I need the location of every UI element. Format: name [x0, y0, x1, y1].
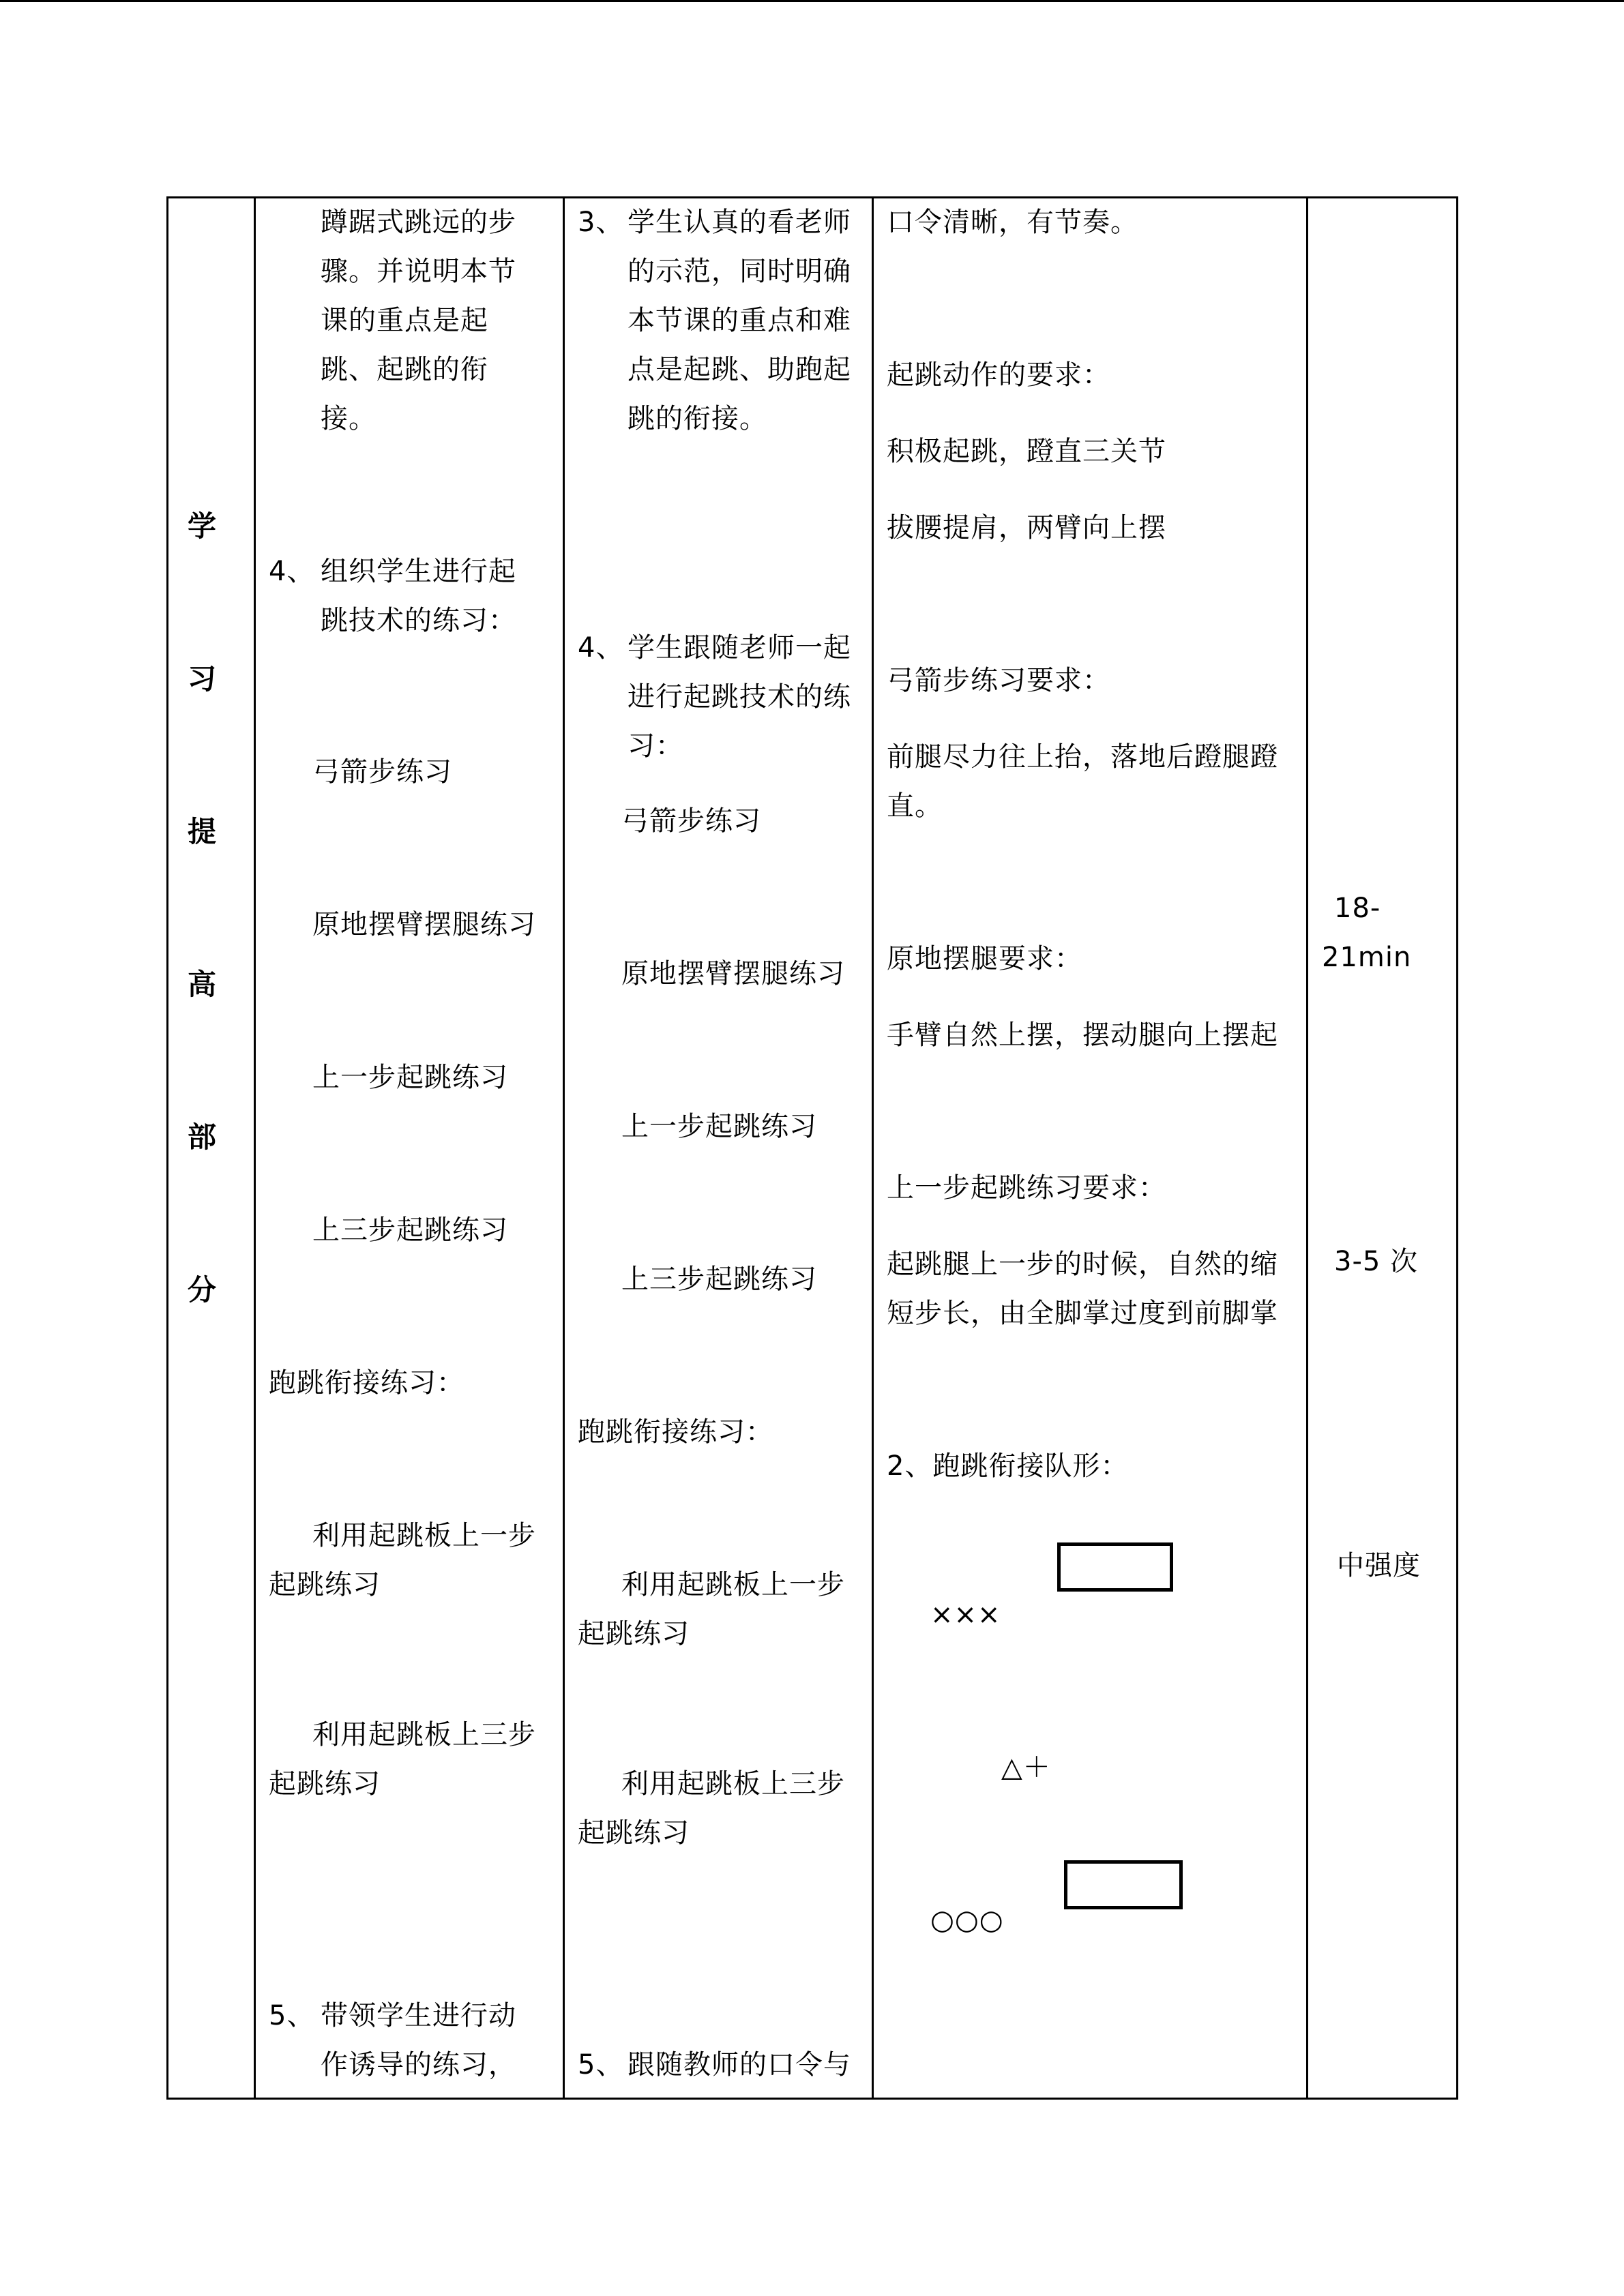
teacher-drill-three-step: 上三步起跳练习 — [312, 1214, 508, 1246]
duration-line: 18- — [1334, 893, 1381, 924]
student-item4-number: 4、 — [578, 632, 624, 664]
student-board-three-step-line: 利用起跳板上三步 — [621, 1768, 845, 1800]
student-item4-line: 进行起跳技术的练 — [628, 681, 851, 713]
table-col-divider — [1306, 196, 1308, 2100]
intensity: 中强度 — [1337, 1550, 1421, 1581]
student-board-three-step-line: 起跳练习 — [578, 1817, 690, 1849]
teacher-board-one-step-line: 起跳练习 — [269, 1569, 381, 1600]
teacher-drill-swing: 原地摆臂摆腿练习 — [312, 909, 536, 940]
one-step-requirement-title: 上一步起跳练习要求： — [887, 1172, 1166, 1204]
teacher-item4-number: 4、 — [269, 556, 315, 587]
student-item3-line: 本节课的重点和难 — [628, 305, 851, 336]
teacher-item5-line: 带领学生进行动 — [321, 2000, 516, 2031]
takeoff-requirement-line: 积极起跳，蹬直三关节 — [887, 436, 1166, 467]
student-item4-line: 学生跟随老师一起 — [628, 632, 851, 664]
section-title-char: 习 — [187, 662, 216, 696]
lunge-requirement-title: 弓箭步练习要求： — [887, 665, 1110, 696]
teacher-item4-line: 跳技术的练习： — [321, 605, 516, 636]
swing-requirement-line: 手臂自然上摆，摆动腿向上摆起 — [887, 1019, 1278, 1051]
formation-group-cross: ××× — [930, 1599, 1001, 1630]
duration-line: 21min — [1322, 942, 1412, 973]
teacher-run-jump-title: 跑跳衔接练习： — [269, 1367, 464, 1399]
student-board-one-step-line: 起跳练习 — [578, 1618, 690, 1650]
student-item3-number: 3、 — [578, 207, 624, 238]
table-col-divider — [166, 196, 168, 2100]
table-col-divider — [1456, 196, 1458, 2100]
formation-group-circle: ○○○ — [930, 1905, 1004, 1936]
table-col-divider — [254, 196, 256, 2100]
student-drill-swing: 原地摆臂摆腿练习 — [621, 958, 845, 989]
student-item5-line: 跟随教师的口令与 — [628, 2049, 851, 2081]
section-title-char: 学 — [187, 509, 216, 543]
repetitions: 3-5 次 — [1334, 1246, 1419, 1277]
one-step-requirement-line: 起跳腿上一步的时候，自然的缩 — [887, 1249, 1278, 1280]
teacher-item5-line: 作诱导的练习， — [321, 2049, 516, 2081]
teacher-item3-line: 骤。并说明本节 — [321, 256, 516, 287]
student-item4-line: 习： — [628, 730, 683, 762]
teacher-item3-line: 课的重点是起 — [321, 305, 488, 336]
section-title-char: 高 — [187, 968, 216, 1001]
teacher-board-three-step-line: 利用起跳板上三步 — [312, 1719, 536, 1750]
student-item3-line: 学生认真的看老师 — [628, 207, 851, 238]
student-run-jump-title: 跑跳衔接练习： — [578, 1416, 773, 1448]
one-step-requirement-line: 短步长，由全脚掌过度到前脚掌 — [887, 1298, 1278, 1329]
student-board-one-step-line: 利用起跳板上一步 — [621, 1569, 845, 1600]
teacher-item5-number: 5、 — [269, 2000, 315, 2031]
student-drill-lunge: 弓箭步练习 — [621, 805, 761, 837]
takeoff-requirement-line: 拔腰提肩，两臂向上摆 — [887, 512, 1166, 543]
student-drill-three-step: 上三步起跳练习 — [621, 1264, 817, 1295]
takeoff-requirement-title: 起跳动作的要求： — [887, 359, 1110, 391]
student-item3-line: 的示范，同时明确 — [628, 256, 851, 287]
teacher-item3-line: 跳、起跳的衔 — [321, 354, 488, 385]
formation-title: 2、跑跳衔接队形： — [887, 1450, 1129, 1482]
student-drill-one-step: 上一步起跳练习 — [621, 1111, 817, 1142]
teacher-item4-line: 组织学生进行起 — [321, 556, 516, 587]
student-item3-line: 点是起跳、助跑起 — [628, 354, 851, 385]
teacher-item3-line: 蹲踞式跳远的步 — [321, 207, 516, 238]
teacher-board-one-step-line: 利用起跳板上一步 — [312, 1520, 536, 1551]
student-item3-line: 跳的衔接。 — [628, 403, 767, 434]
lunge-requirement-line: 前腿尽力往上抬，落地后蹬腿蹬 — [887, 741, 1278, 773]
lunge-requirement-line: 直。 — [887, 790, 943, 822]
section-title-char: 分 — [187, 1273, 216, 1307]
table-col-divider — [872, 196, 874, 2100]
command-requirement: 口令清晰，有节奏。 — [887, 207, 1138, 238]
takeoff-board-box — [1057, 1542, 1173, 1592]
section-title-char: 部 — [187, 1120, 216, 1154]
table-bottom-border — [166, 2098, 1458, 2100]
formation-teacher-marker: △＋ — [1001, 1752, 1051, 1783]
section-title-char: 提 — [187, 815, 216, 848]
teacher-drill-lunge: 弓箭步练习 — [312, 756, 452, 788]
takeoff-board-box — [1064, 1860, 1183, 1909]
page-top-border — [0, 0, 1624, 2]
student-item5-number: 5、 — [578, 2049, 624, 2081]
table-col-divider — [563, 196, 565, 2100]
teacher-item3-line: 接。 — [321, 403, 377, 434]
swing-requirement-title: 原地摆腿要求： — [887, 943, 1082, 974]
teacher-drill-one-step: 上一步起跳练习 — [312, 1062, 508, 1093]
teacher-board-three-step-line: 起跳练习 — [269, 1768, 381, 1800]
